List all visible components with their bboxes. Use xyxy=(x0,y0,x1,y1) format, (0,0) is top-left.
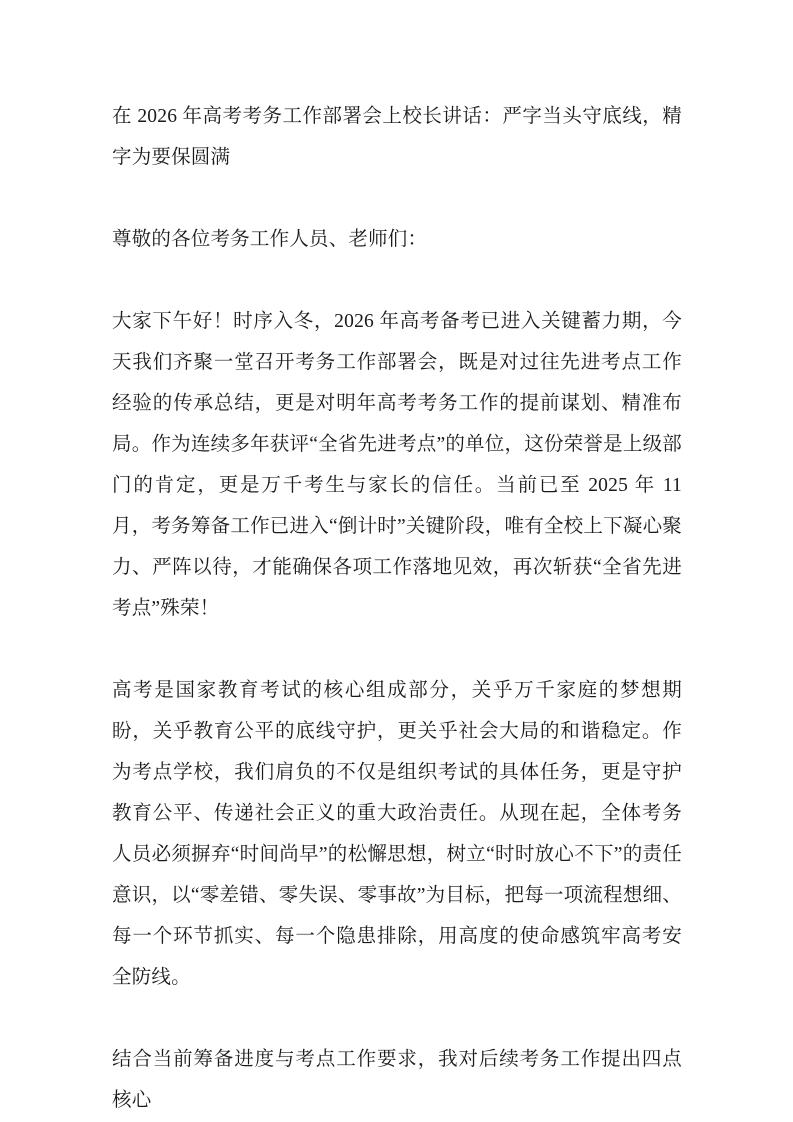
document-title: 在 2026 年高考考务工作部署会上校长讲话：严字当头守底线，精字为要保圆满 xyxy=(112,106,682,168)
body-paragraph-3: 结合当前筹备进度与考点工作要求，我对后续考务工作提出四点核心 xyxy=(112,1049,682,1111)
body-paragraph-2: 高考是国家教育考试的核心组成部分，关乎万千家庭的梦想期盼，关乎教育公平的底线守护，更关乎社会大局的和谐稳定。作为考点学校，我们肩负的不仅是组织考试的具体任务，更是守护教育公平、传递社会正义的重大政治责任。从现在起，全体考务人员必须摒弃“时间尚早”的松懈思想，树立“时时放心不下”的责任意识，以“零差错、零失误、零事故”为目标，把每一项流程想细、每一个环节抓实、每一个隐患排除，用高度的使命感筑牢高考安全防线。 xyxy=(112,680,682,988)
paragraph-spacer xyxy=(112,178,682,219)
salutation-paragraph: 尊敬的各位考务工作人员、老师们： xyxy=(112,229,428,250)
body-paragraph-1: 大家下午好！时序入冬，2026 年高考备考已进入关键蓄力期，今天我们齐聚一堂召开考务工作部署会，既是对过往先进考点工作经验的传承总结，更是对明年高考考务工作的提前谋划、精准布局。作为连续多年获评“全省先进考点”的单位，这份荣誉是上级部门的肯定，更是万千考生与家长的信任。当前已至 2025 年 11 月，考务筹备工作已进入“倒计时”关键阶段，唯有全校上下凝心聚力、严阵以待，才能确保各项工作落地见效，再次斩获“全省先进考点”殊荣！ xyxy=(112,311,682,619)
paragraph-spacer xyxy=(112,998,682,1039)
paragraph-spacer xyxy=(112,260,682,301)
paragraph-spacer xyxy=(112,629,682,670)
document-body xyxy=(112,96,682,1121)
